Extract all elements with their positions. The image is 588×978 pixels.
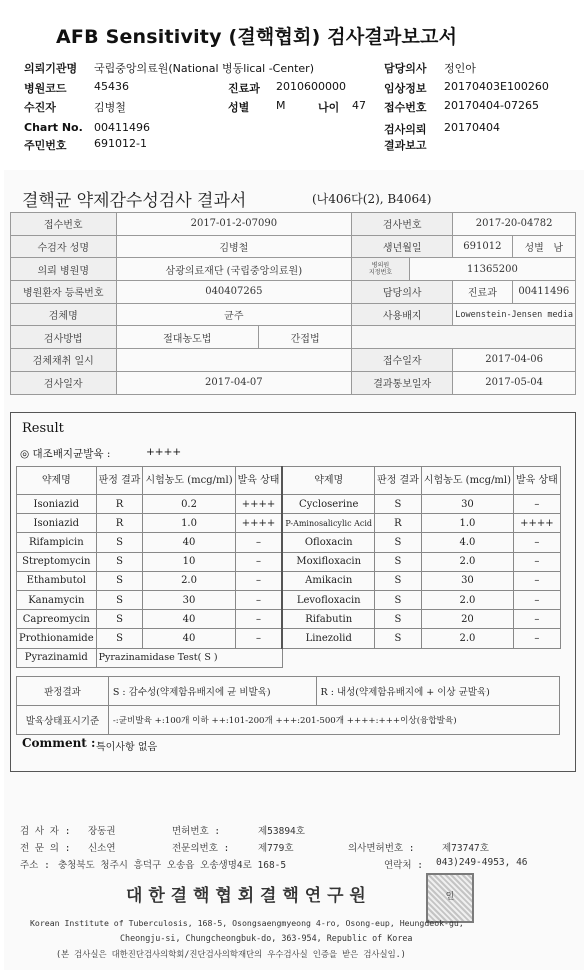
legend-table — [16, 676, 560, 735]
col-result-2: 판정 결과 — [375, 467, 422, 495]
hospital: 삼광의료재단 (국립중앙의료원) — [116, 258, 352, 281]
value-hospital-code: 45436 — [94, 80, 129, 93]
certification-note: (본 검사실은 대한진단검사의학회/진단검사의학재단의 우수검사실 인증을 받은 검사실임.) — [56, 949, 406, 959]
address: 충청북도 청주시 흥덕구 오송읍 오송생명4로 168-5 — [58, 860, 287, 871]
specimen-label: 검체명 — [11, 303, 117, 326]
license: 제53894호 — [258, 826, 305, 837]
examiner: 장동권 — [88, 826, 116, 837]
institute-name-kr: 대 한 결 핵 협 회 결 핵 연 구 원 — [126, 886, 366, 906]
label-attending-doctor: 담당의사 — [384, 62, 427, 75]
address-label: 주소 : — [20, 860, 50, 871]
value-patient: 김병철 — [94, 101, 126, 114]
label-clinical-info: 임상정보 — [384, 82, 427, 95]
specialist-no-label: 전문의번호 : — [172, 843, 230, 854]
col-drug: 약제명 — [17, 467, 97, 495]
specialist-label: 전 문 의 : — [20, 843, 71, 854]
receive-date: 2017-04-06 — [453, 349, 576, 372]
specimen: 균주 — [116, 303, 352, 326]
col-result: 판정 결과 — [96, 467, 143, 495]
table-row: Isoniazid R 0.2 ++++ Cycloserine S 30 – — [17, 495, 561, 514]
doctor-license-label: 의사면허번호 : — [348, 843, 415, 854]
exam-no: 2017-20-04782 — [453, 213, 576, 236]
value-clinical-info: 20170403E100260 — [444, 80, 549, 93]
table-row: Ethambutol S 2.0 – Amikacin S 30 – — [17, 571, 561, 590]
label-hospital-code: 병원코드 — [24, 82, 67, 95]
growth-criteria: -:균비발육 +:100개 이하 ++:101-200개 +++:201-500개 ++++:+++이상(융합발육) — [108, 706, 559, 735]
pza-test: Pyrazinamidase Test( S ) — [96, 648, 282, 667]
license-label: 면허번호 : — [172, 826, 221, 837]
sex-cell — [512, 235, 575, 258]
notify-date: 2017-05-04 — [453, 371, 576, 394]
receive-date-label: 접수일자 — [352, 349, 453, 372]
doctor-license: 제73747호 — [442, 843, 489, 854]
drug-result-table — [16, 466, 561, 668]
table-row: Capreomycin S 40 – Rifabutin S 20 – — [17, 610, 561, 629]
value-resident-no: 691012-1 — [94, 137, 147, 150]
tel-label: 연락처 : — [384, 860, 423, 871]
label-receipt-no: 접수번호 — [384, 101, 427, 114]
registration-no-label: 병원환자 등록번호 — [11, 281, 117, 304]
tel: 043)249-4953, 46 — [436, 857, 528, 868]
test-date: 2017-04-07 — [116, 371, 352, 394]
control-growth-label: ◎ 대조배지균발육 : — [20, 448, 111, 460]
medium: Lowenstein-Jensen media — [453, 303, 576, 326]
report-code: (나406다(2), B4064) — [312, 192, 432, 206]
specialist-no: 제779호 — [258, 843, 294, 854]
value-age: 47 — [352, 99, 366, 112]
value-receipt-no: 20170404-07265 — [444, 99, 539, 112]
label-resident-no: 주민번호 — [24, 139, 67, 152]
comment-label: Comment : — [22, 736, 96, 750]
hospital-code: 11365200 — [409, 258, 575, 281]
institute-address-2: Cheongju-si, Chungcheongbuk-do, 363-954, Republic of Korea — [120, 933, 413, 943]
sex-label: 성별 — [524, 243, 544, 255]
notify-date-label: 결과통보일자 — [352, 371, 453, 394]
table-row — [17, 648, 561, 667]
value-requesting-institution: 국립중앙의료원(National 병동lical -Center) — [94, 62, 314, 75]
registration-no: 040407265 — [116, 281, 352, 304]
table-row: Isoniazid R 1.0 ++++ P-Aminosalicylic Acid R 1.0 ++++ — [17, 514, 561, 533]
test-date-label: 검사일자 — [11, 371, 117, 394]
dob-label: 생년월일 — [352, 235, 453, 258]
patient-name-label: 수검자 성명 — [11, 235, 117, 258]
col-conc-2: 시험농도 (mcg/ml) — [421, 467, 513, 495]
patient-name: 김병철 — [116, 235, 352, 258]
label-chart-no: Chart No. — [24, 121, 83, 134]
control-growth-value: ++++ — [146, 446, 182, 458]
value-attending-doctor: 정인아 — [444, 62, 476, 75]
judge-s: S : 감수성(약제함유배지에 균 비발육) — [108, 677, 316, 706]
col-growth-2: 발육 상태 — [514, 467, 561, 495]
hospital-label: 의뢰 병원명 — [11, 258, 117, 281]
pza-drug: Pyrazinamid — [17, 648, 97, 667]
label-test-request: 검사의뢰 — [384, 123, 427, 136]
judge-label: 판정결과 — [17, 677, 109, 706]
col-drug-2: 약제명 — [282, 467, 374, 495]
report-title: 결핵균 약제감수성검사 결과서 — [22, 191, 247, 211]
label-department: 진료과 — [228, 82, 260, 95]
label-result-report: 결과보고 — [384, 139, 427, 152]
col-growth: 발육 상태 — [235, 467, 282, 495]
table-row: Kanamycin S 30 – Levofloxacin S 2.0 – — [17, 590, 561, 609]
official-seal: 인 — [426, 873, 474, 923]
sex: 남 — [553, 243, 564, 255]
value-department: 2010600000 — [276, 80, 346, 93]
result-heading: Result — [22, 421, 64, 436]
label-requesting-institution: 의뢰기관명 — [24, 62, 78, 75]
institute-address-1: Korean Institute of Tuberculosis, 168-5, Osongsaengmyeong 4-ro, Osong-eup, Heungdeok-gu, — [30, 918, 464, 928]
collection-label: 검체채취 일시 — [11, 349, 117, 372]
dept-label: 진료과 — [453, 281, 512, 304]
method-label: 검사방법 — [11, 326, 117, 349]
method-1: 절대농도법 — [116, 326, 259, 349]
specialist: 신소연 — [88, 843, 116, 854]
exam-no-label: 검사번호 — [352, 213, 453, 236]
table-row: Rifampicin S 40 – Ofloxacin S 4.0 – — [17, 533, 561, 552]
specimen-info-table — [10, 212, 576, 395]
value-test-request: 20170404 — [444, 121, 500, 134]
dob: 691012 — [453, 235, 512, 258]
table-row: Prothionamide S 40 – Linezolid S 2.0 – — [17, 629, 561, 648]
examiner-label: 검 사 자 : — [20, 826, 71, 837]
label-patient: 수진자 — [24, 101, 56, 114]
label-sex: 성별 — [228, 101, 250, 114]
medium-label: 사용배지 — [352, 303, 453, 326]
collection-date — [116, 349, 352, 372]
col-conc: 시험농도 (mcg/ml) — [143, 467, 235, 495]
method-blank — [352, 326, 576, 349]
label-age: 나이 — [318, 101, 340, 114]
reception-no-label: 접수번호 — [11, 213, 117, 236]
dept: 00411496 — [512, 281, 575, 304]
value-chart-no: 00411496 — [94, 121, 150, 134]
reception-no: 2017-01-2-07090 — [116, 213, 352, 236]
comment-text: 특이사항 없음 — [96, 742, 158, 753]
growth-label: 발육상태표시기준 — [17, 706, 109, 735]
judge-r: R : 내성(약제함유배지에 + 이상 균발육) — [316, 677, 559, 706]
method-2: 간접법 — [259, 326, 352, 349]
table-row: Streptomycin S 10 – Moxifloxacin S 2.0 – — [17, 552, 561, 571]
hospital-code-label: 병의원 지정번호 — [352, 258, 410, 281]
report-main-title: AFB Sensitivity (결핵협회) 검사결과보고서 — [56, 26, 458, 48]
value-sex: M — [276, 99, 286, 112]
doctor-label: 담당의사 — [352, 281, 453, 304]
